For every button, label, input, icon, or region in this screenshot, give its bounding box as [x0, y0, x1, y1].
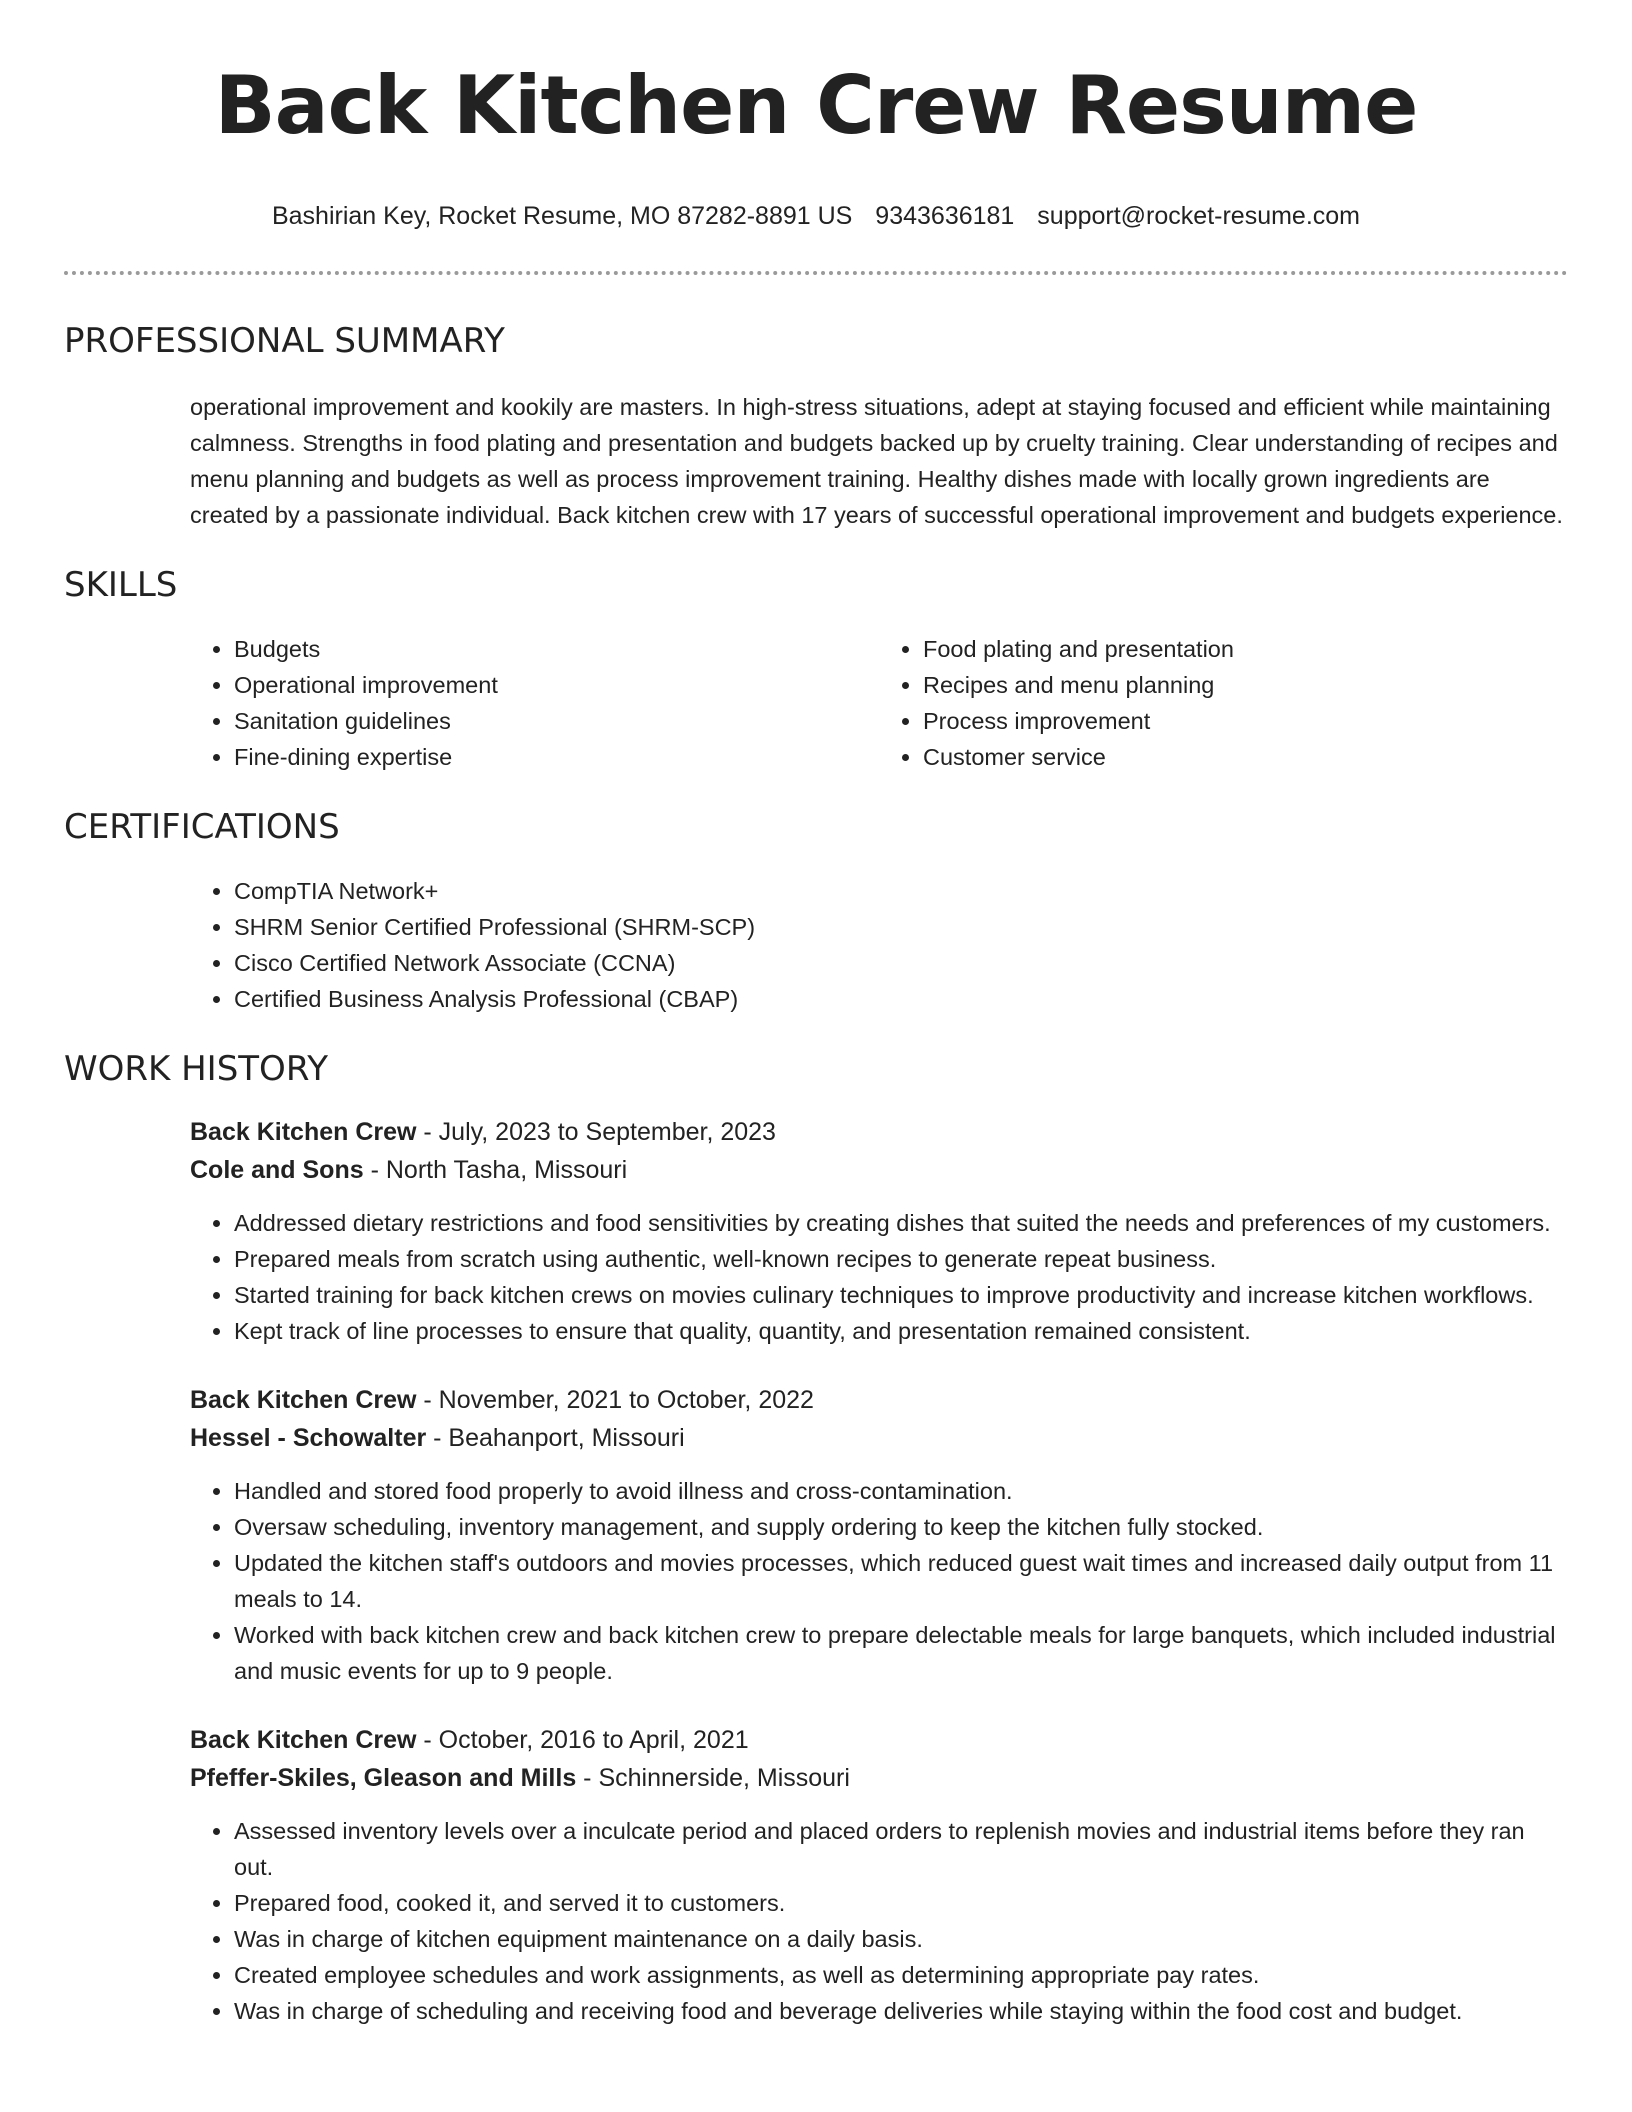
- job-title: Back Kitchen Crew: [190, 1386, 417, 1414]
- job-title-line: [190, 1721, 1568, 1759]
- skills-grid: [190, 631, 1568, 775]
- job-company: Pfeffer-Skiles, Gleason and Mills: [190, 1764, 577, 1792]
- job-bullet: • Handled and stored food properly to avoid illness and cross-contamination.: [234, 1473, 1568, 1509]
- skill-item: • Sanitation guidelines: [234, 703, 879, 739]
- skills-list-right: [879, 631, 1568, 775]
- job-bullet: • Started training for back kitchen crews on movies culinary techniques to improve productivity and increase kitchen workflows.: [234, 1277, 1568, 1313]
- job-bullet: • Prepared food, cooked it, and served it to customers.: [234, 1885, 1568, 1921]
- skill-item: • Customer service: [923, 739, 1568, 775]
- job-bullets: [190, 1473, 1568, 1689]
- job-company: Hessel - Schowalter: [190, 1424, 427, 1452]
- job-location: - North Tasha, Missouri: [363, 1156, 628, 1184]
- job-title-line: [190, 1113, 1568, 1151]
- skills-heading: SKILLS: [64, 565, 178, 605]
- job-bullet: • Updated the kitchen staff's outdoors and movies processes, which reduced guest wait times and increased daily output from 11 meals to 14.: [234, 1545, 1568, 1617]
- job-location: - Schinnerside, Missouri: [576, 1764, 850, 1792]
- skills-list-left: [190, 631, 879, 775]
- contact-address: Bashirian Key, Rocket Resume, MO 87282-8891 US: [271, 202, 853, 230]
- certification-item: • Certified Business Analysis Professional (CBAP): [234, 981, 1568, 1017]
- work-history-section: [64, 1047, 1568, 2029]
- job-bullet: • Assessed inventory levels over a inculcate period and placed orders to replenish movies and industrial items before they ran out.: [234, 1813, 1568, 1885]
- job-company-line: [190, 1419, 1568, 1457]
- job-bullets: [190, 1813, 1568, 2029]
- job-bullet: • Addressed dietary restrictions and food sensitivities by creating dishes that suited the needs and preferences of my customers.: [234, 1205, 1568, 1241]
- job-entry: [190, 1381, 1568, 1689]
- job-title: Back Kitchen Crew: [190, 1726, 417, 1754]
- header-divider: [64, 271, 1568, 275]
- job-bullet: • Was in charge of scheduling and receiving food and beverage deliveries while staying within the food cost and budget.: [234, 1993, 1568, 2029]
- summary-section: [64, 319, 1568, 533]
- job-bullet: • Created employee schedules and work assignments, as well as determining appropriate pay rates.: [234, 1957, 1568, 1993]
- job-bullet: • Oversaw scheduling, inventory management, and supply ordering to keep the kitchen fully stocked.: [234, 1509, 1568, 1545]
- certification-item: • SHRM Senior Certified Professional (SHRM-SCP): [234, 909, 1568, 945]
- job-entry: [190, 1113, 1568, 1349]
- contact-phone: 9343636181: [875, 202, 1015, 230]
- job-title-line: [190, 1381, 1568, 1419]
- job-bullets: [190, 1205, 1568, 1349]
- skill-item: • Recipes and menu planning: [923, 667, 1568, 703]
- job-dates: - October, 2016 to April, 2021: [416, 1726, 749, 1754]
- job-bullet: • Kept track of line processes to ensure that quality, quantity, and presentation remained consistent.: [234, 1313, 1568, 1349]
- certifications-section: [64, 805, 1568, 1017]
- summary-heading: PROFESSIONAL SUMMARY: [64, 321, 505, 361]
- job-dates: - November, 2021 to October, 2022: [416, 1386, 814, 1414]
- skill-item: • Process improvement: [923, 703, 1568, 739]
- work-history-heading: WORK HISTORY: [64, 1049, 329, 1089]
- job-bullet: • Was in charge of kitchen equipment maintenance on a daily basis.: [234, 1921, 1568, 1957]
- skill-item: • Budgets: [234, 631, 879, 667]
- skills-section: [64, 563, 1568, 775]
- skill-item: • Food plating and presentation: [923, 631, 1568, 667]
- job-company: Cole and Sons: [190, 1156, 364, 1184]
- certifications-list: [190, 873, 1568, 1017]
- page-title: Back Kitchen Crew Resume: [214, 59, 1418, 152]
- contact-info: [64, 200, 1568, 232]
- job-company-line: [190, 1151, 1568, 1189]
- certification-item: • CompTIA Network+: [234, 873, 1568, 909]
- job-bullet: • Worked with back kitchen crew and back kitchen crew to prepare delectable meals for large banquets, which included industrial and music events for up to 9 people.: [234, 1617, 1568, 1689]
- job-location: - Beahanport, Missouri: [426, 1424, 685, 1452]
- job-bullet: • Prepared meals from scratch using authentic, well-known recipes to generate repeat business.: [234, 1241, 1568, 1277]
- certifications-heading: CERTIFICATIONS: [64, 807, 340, 847]
- certification-item: • Cisco Certified Network Associate (CCNA): [234, 945, 1568, 981]
- contact-email: support@rocket-resume.com: [1037, 202, 1361, 230]
- job-dates: - July, 2023 to September, 2023: [416, 1118, 776, 1146]
- skill-item: • Operational improvement: [234, 667, 879, 703]
- skill-item: • Fine-dining expertise: [234, 739, 879, 775]
- job-title: Back Kitchen Crew: [190, 1118, 417, 1146]
- job-company-line: [190, 1759, 1568, 1797]
- job-entry: [190, 1721, 1568, 2029]
- summary-text: operational improvement and kookily are masters. In high-stress situations, adept at staying focused and efficient while maintaining calmness. Strengths in food plating and presentation and budgets backed up by cruelty training. Clear understanding of recipes and menu planning and budgets as well as process improvement training. Healthy dishes made with locally grown ingredients are created by a passionate individual. Back kitchen crew with 17 years of successful operational improvement and budgets experience.: [190, 394, 1563, 528]
